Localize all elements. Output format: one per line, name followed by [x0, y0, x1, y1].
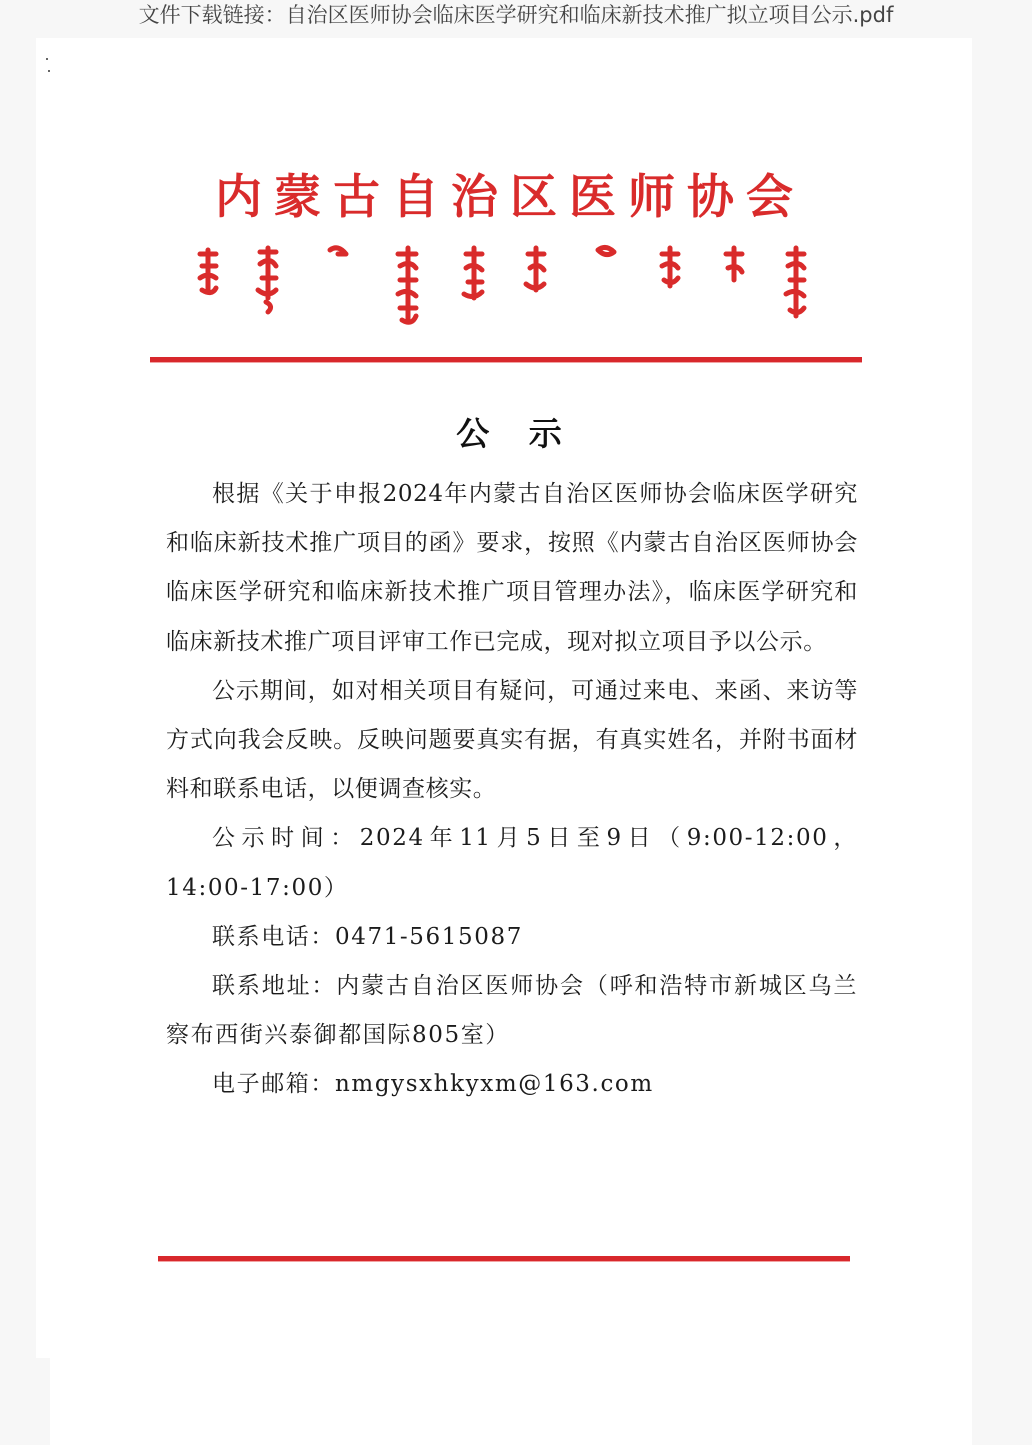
- notice-paragraph-basis: 根据《关于申报2024年内蒙古自治区医师协会临床医学研究和临床新技术推广项目的函》要求，按照《内蒙古自治区医师协会临床医学研究和临床新技术推广项目管理办法》，临床医学研究和临床新技术推广项目评审工作已完成，现对拟立项目予以公示。: [166, 481, 858, 655]
- scan-speck: [48, 70, 50, 72]
- pdf-download-link[interactable]: 文件下载链接：自治区医师协会临床医学研究和临床新技术推广拟立项目公示.pdf: [138, 3, 894, 27]
- notice-title: 公 示: [456, 414, 576, 453]
- document-page-continuation: [50, 1358, 972, 1445]
- notice-period: 公示时间：2024年11月5日至9日（9:00-12:00，14:00-17:00）: [166, 825, 858, 901]
- letterhead-org-name: 内蒙古自治区医师协会: [215, 170, 805, 225]
- letterhead-mongolian-script: [190, 240, 830, 335]
- scan-speck: [46, 58, 48, 60]
- contact-email: 电子邮箱：nmgysxhkyxm@163.com: [212, 1071, 654, 1098]
- contact-phone: 联系电话：0471-5615087: [212, 923, 523, 950]
- notice-body: [166, 470, 858, 1110]
- notice-paragraph-feedback: 公示期间，如对相关项目有疑问，可通过来电、来函、来访等方式向我会反映。反映问题要真实有据，有真实姓名，并附书面材料和联系电话，以便调查核实。: [166, 677, 858, 803]
- contact-address: 联系地址：内蒙古自治区医师协会（呼和浩特市新城区乌兰察布西街兴泰御都国际805室）: [166, 973, 858, 1049]
- footer-red-rule: [158, 1256, 850, 1261]
- letterhead-red-rule: [150, 357, 862, 362]
